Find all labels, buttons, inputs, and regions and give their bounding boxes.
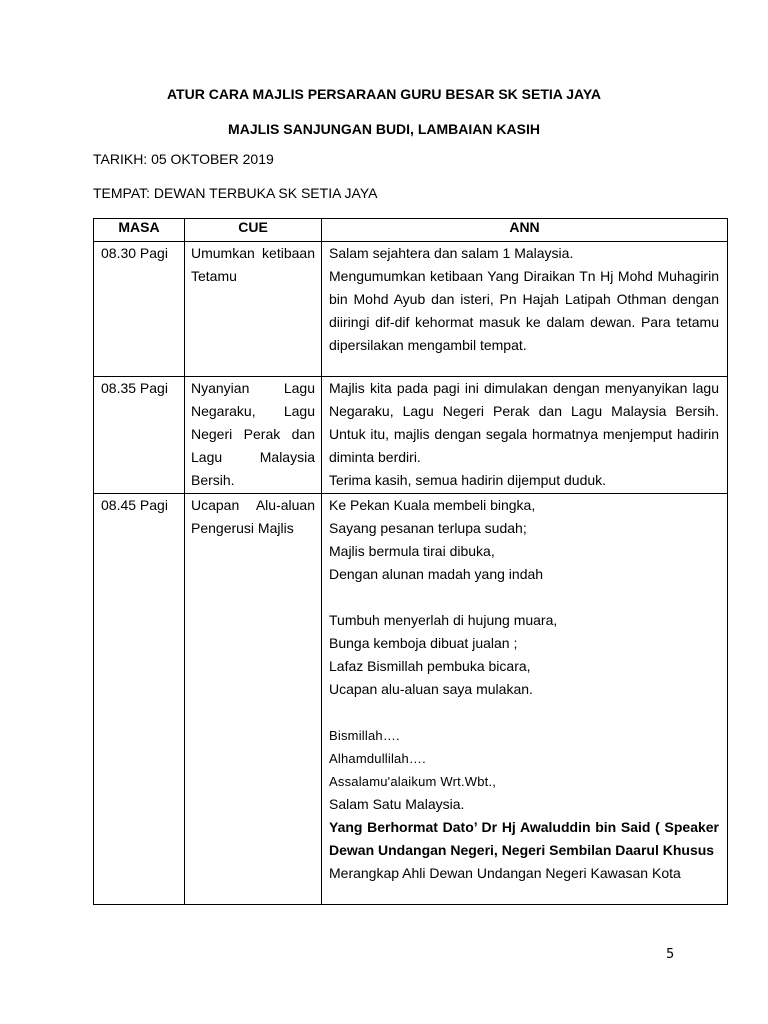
table-row <box>94 377 728 494</box>
header-cue: CUE <box>185 219 322 242</box>
ann-line: bin Mohd Ayub dan isteri, Pn Hajah Latipah Othman dengan <box>329 291 719 307</box>
masa-cell: 08.30 Pagi <box>94 242 185 377</box>
table-header-row <box>94 219 728 242</box>
cue-line: Negaraku, Lagu <box>191 403 315 419</box>
cue-line: Bersih. <box>191 472 235 488</box>
pantun-line: Dengan alunan madah yang indah <box>329 566 544 582</box>
pantun-line: Tumbuh menyerlah di hujung muara, <box>329 612 558 628</box>
cue-line: Pengerusi Majlis <box>191 520 294 536</box>
table-row <box>94 494 728 905</box>
cue-cell <box>185 494 322 905</box>
cue-line: Negeri Perak dan <box>191 426 315 442</box>
ann-line: diminta berdiri. <box>329 449 421 465</box>
page-number: 5 <box>666 947 675 962</box>
venue-line: TEMPAT: DEWAN TERBUKA SK SETIA JAYA <box>93 185 378 201</box>
ann-line: Majlis kita pada pagi ini dimulakan dengan menyanyikan lagu <box>329 380 719 396</box>
pantun-line: Bunga kemboja dibuat jualan ; <box>329 635 518 651</box>
cue-line: Umumkan ketibaan <box>191 245 315 261</box>
spacer <box>329 701 719 724</box>
spacer <box>329 586 719 609</box>
cue-line: Lagu Malaysia <box>191 449 315 465</box>
ann-cell <box>322 242 728 377</box>
ann-line: Negaraku, Lagu Negeri Perak dan Lagu Malaysia Bersih. <box>329 403 719 419</box>
ann-line: diiringi dif-dif kehormat masuk ke dalam dewan. Para tetamu <box>329 314 719 330</box>
date-line: TARIKH: 05 OKTOBER 2019 <box>93 151 274 167</box>
pantun-line: Ke Pekan Kuala membeli bingka, <box>329 497 536 513</box>
cue-cell <box>185 242 322 377</box>
document-title: ATUR CARA MAJLIS PERSARAAN GURU BESAR SK SETIA JAYA <box>166 86 602 102</box>
greeting-line: Assalamu'alaikum Wrt.Wbt., <box>329 774 497 789</box>
document-subtitle: MAJLIS SANJUNGAN BUDI, LAMBAIAN KASIH <box>228 121 540 137</box>
header-masa: MASA <box>94 219 185 242</box>
table-row <box>94 242 728 377</box>
pantun-line: Ucapan alu-aluan saya mulakan. <box>329 681 533 697</box>
ann-line: dipersilakan mengambil tempat. <box>329 337 527 353</box>
greeting-line: Alhamdullilah…. <box>329 751 426 766</box>
ann-line: Salam sejahtera dan salam 1 Malaysia. <box>329 245 574 261</box>
salam-line: Salam Satu Malaysia. <box>329 796 465 812</box>
dignitary-line: Yang Berhormat Dato’ Dr Hj Awaluddin bin Said ( Speaker <box>329 819 719 835</box>
masa-cell: 08.45 Pagi <box>94 494 185 905</box>
programme-table <box>93 218 728 905</box>
pantun-line: Majlis bermula tirai dibuka, <box>329 543 495 559</box>
ann-line: Untuk itu, majlis dengan segala hormatnya menjemput hadirin <box>329 426 719 442</box>
dignitary-line: Dewan Undangan Negeri, Negeri Sembilan Daarul Khusus <box>329 842 715 858</box>
ann-cell <box>322 377 728 494</box>
cue-line: Ucapan Alu-aluan <box>191 497 315 513</box>
cue-cell <box>185 377 322 494</box>
pantun-line: Lafaz Bismillah pembuka bicara, <box>329 658 531 674</box>
header-ann: ANN <box>322 219 728 242</box>
greeting-line: Bismillah…. <box>329 728 400 743</box>
pantun-line: Sayang pesanan terlupa sudah; <box>329 520 527 536</box>
ann-cell <box>322 494 728 905</box>
ann-line: Terima kasih, semua hadirin dijemput duduk. <box>329 472 607 488</box>
ann-line: Merangkap Ahli Dewan Undangan Negeri Kawasan Kota <box>329 865 681 881</box>
masa-cell: 08.35 Pagi <box>94 377 185 494</box>
ann-line: Mengumumkan ketibaan Yang Diraikan Tn Hj Mohd Muhagirin <box>329 268 719 284</box>
cue-line: Tetamu <box>191 268 237 284</box>
cue-line: Nyanyian Lagu <box>191 380 315 396</box>
